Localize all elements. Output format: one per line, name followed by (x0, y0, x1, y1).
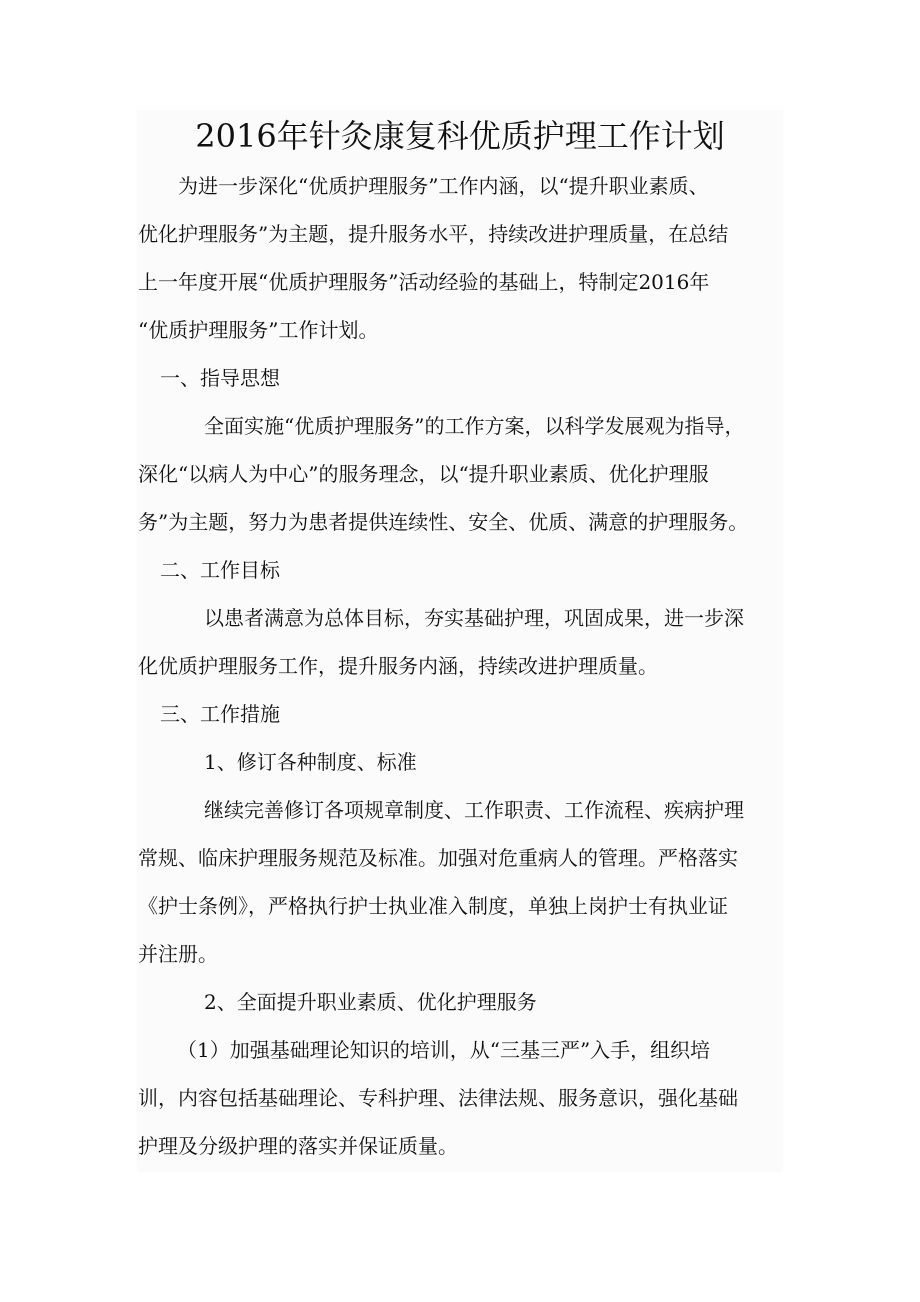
paragraph-line: 训，内容包括基础理论、专科护理、法律法规、服务意识，强化基础 (138, 1086, 738, 1110)
paragraph-line: 上一年度开展“优质护理服务”活动经验的基础上，特制定2016年 (138, 270, 710, 294)
paragraph-line: 并注册。 (138, 942, 218, 966)
paragraph-line: “优质护理服务”工作计划。 (138, 318, 379, 342)
paragraph-line: 以患者满意为总体目标，夯实基础护理，巩固成果，进一步深 (204, 606, 744, 630)
paragraph-line: 为进一步深化“优质护理服务”工作内涵，以“提升职业素质、 (178, 174, 709, 198)
document-page (137, 110, 783, 1172)
section-heading-guiding-ideology: 一、指导思想 (160, 366, 280, 390)
paragraph-line: 深化“以病人为中心”的服务理念，以“提升职业素质、优化护理服 (138, 462, 709, 486)
document-title: 2016年针灸康复科优质护理工作计划 (195, 117, 725, 155)
paragraph-line: 化优质护理服务工作，提升服务内涵，持续改进护理质量。 (138, 654, 658, 678)
paragraph-line: 护理及分级护理的落实并保证质量。 (138, 1134, 458, 1158)
paragraph-line: 继续完善修订各项规章制度、工作职责、工作流程、疾病护理 (204, 798, 744, 822)
paragraph-line: 常规、临床护理服务规范及标准。加强对危重病人的管理。严格落实 (138, 846, 738, 870)
section-heading-work-goals: 二、工作目标 (160, 558, 280, 582)
subsection-heading: 2、全面提升职业素质、优化护理服务 (204, 990, 537, 1014)
paragraph-line: 《护士条例》，严格执行护士执业准入制度，单独上岗护士有执业证 (138, 894, 728, 918)
section-heading-work-measures: 三、工作措施 (160, 702, 280, 726)
paragraph-line: 全面实施“优质护理服务”的工作方案，以科学发展观为指导， (204, 414, 745, 438)
subsection-heading: 1、修订各种制度、标准 (204, 750, 417, 774)
paragraph-line: 优化护理服务”为主题，提升服务水平，持续改进护理质量，在总结 (138, 222, 729, 246)
paragraph-line: （1）加强基础理论知识的培训，从“三基三严”入手，组织培 (177, 1038, 711, 1062)
paragraph-line: 务”为主题，努力为患者提供连续性、安全、优质、满意的护理服务。 (138, 510, 749, 534)
